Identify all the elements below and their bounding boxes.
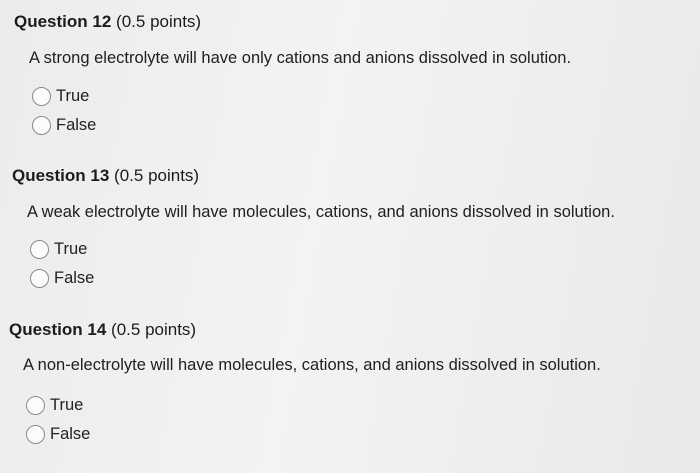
question-points: (0.5 points) (114, 166, 200, 185)
option-label: False (54, 268, 95, 287)
question-header (12, 166, 199, 186)
question-header (9, 320, 196, 340)
radio-button[interactable] (26, 425, 45, 444)
radio-button[interactable] (32, 87, 51, 106)
option-true[interactable] (26, 393, 83, 417)
option-label: True (56, 86, 90, 105)
question-points: (0.5 points) (116, 12, 202, 31)
radio-button[interactable] (30, 240, 49, 259)
option-label: True (54, 239, 88, 258)
radio-button[interactable] (30, 269, 49, 288)
option-false[interactable] (32, 113, 96, 137)
radio-button[interactable] (26, 396, 45, 415)
question-header (14, 12, 201, 32)
question-title: Question 12 (14, 12, 112, 31)
question-title: Question 13 (12, 166, 110, 185)
option-true[interactable] (30, 237, 87, 261)
option-label: False (50, 424, 91, 443)
option-label: False (56, 115, 97, 134)
option-false[interactable] (26, 422, 90, 446)
question-points: (0.5 points) (111, 320, 197, 339)
option-false[interactable] (30, 266, 94, 290)
question-text: A non-electrolyte will have molecules, cations, and anions dissolved in solution. (23, 356, 601, 374)
option-label: True (50, 395, 84, 414)
question-text: A weak electrolyte will have molecules, cations, and anions dissolved in solution. (27, 203, 615, 221)
question-title: Question 14 (9, 320, 107, 339)
option-true[interactable] (32, 84, 89, 108)
radio-button[interactable] (32, 116, 51, 135)
question-text: A strong electrolyte will have only cations and anions dissolved in solution. (29, 49, 572, 67)
